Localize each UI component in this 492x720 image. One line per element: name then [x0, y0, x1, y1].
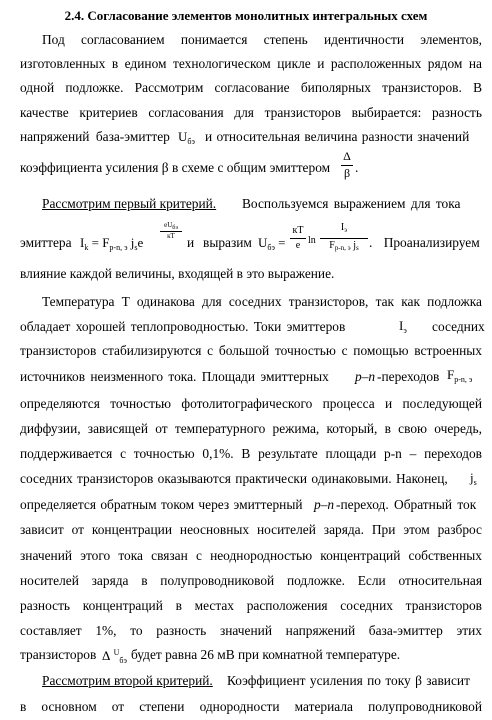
area-inline: [447, 368, 472, 384]
p3-line-6: диффузии, зависящей от температурного режима, который, в свою очередь,: [20, 421, 482, 436]
ube2-u: U: [258, 235, 268, 250]
area2-symbol: F: [329, 240, 335, 251]
p3-line-7: поддерживается с точностью 0,1%. В результате площади p-n – переходов: [20, 446, 482, 461]
p3-line-2-tail: соседних: [432, 319, 485, 334]
p2-line-2-tail: . Проанализируем: [369, 235, 480, 250]
p2-line-1-tail: Воспользуемся выражением для тока: [242, 196, 461, 211]
exp-num-sub: бэ: [172, 225, 178, 231]
p3-line-2-text: обладает хорошей теплопроводностью. Токи эмиттеров: [20, 319, 346, 334]
p1-line-3: одной подложке. Рассмотрим согласование биполярных транзисторов. В: [20, 80, 482, 95]
p3-line-3: транзисторов стабилизируются с большой точностью с помощью встроенных: [20, 343, 482, 358]
area-sub: p-n, э: [109, 243, 128, 252]
p3-line-5: определяются точностью фотолитографического процесса и последующей: [20, 396, 482, 411]
ie-symbol: I: [340, 222, 345, 233]
p3-line-15-text: транзисторов: [20, 647, 97, 662]
p3-line-1: Температура T одинакова для соседних транзисторов, так как подложка: [42, 294, 482, 309]
delta-ube-sub: бэ: [119, 656, 127, 665]
formula-emitter-current: [80, 236, 143, 252]
delta-ube-u: U: [113, 648, 120, 657]
p3-line-12: носителей заряда в полупроводниковой подложке. Если относительная: [20, 573, 482, 588]
second-criterion-underlined: Рассмотрим второй критерий.: [42, 673, 213, 688]
ln-numerator: [320, 222, 368, 234]
ie-inline-sub: э: [403, 326, 407, 335]
js-inline-symbol: j: [470, 470, 474, 485]
exponent-denominator: кТ: [167, 232, 175, 240]
p1-line-5-text: напряжений база-эмиттер: [20, 129, 170, 144]
js-symbol: j: [130, 235, 135, 250]
formula-ube: [258, 236, 286, 252]
area-inline-symbol: F: [447, 367, 455, 382]
ln-symbol: ln: [308, 235, 316, 246]
p1-line-2: изготовленных в едином технологическом цикле и расположенных рядом на: [20, 56, 482, 71]
p1-line-1: Под согласованием понимается степень идентичности элементов,: [42, 32, 482, 47]
ube-sub: бэ: [187, 137, 195, 146]
ube-symbol: [178, 130, 195, 146]
p3-line-9-text: определяется обратным током через эмиттерный: [20, 497, 303, 512]
p3-line-8-text: соседних транзисторов оказываются практически одинаковыми. Наконец,: [20, 471, 448, 486]
section-heading: 2.4. Согласование элементов монолитных интегральных схем: [64, 8, 428, 23]
js2-symbol: j: [353, 240, 356, 251]
js-sub: s: [134, 243, 138, 252]
ik-symbol: I: [80, 235, 85, 250]
p2-line-3: влияние каждой величины, входящей в это выражение.: [20, 266, 335, 281]
p1-line-6-text: коэффициента усиления β в схеме с общим эмиттером: [20, 160, 331, 175]
p4-line-2: в основном от степени однородности материала полупроводниковой: [20, 699, 482, 714]
ln-denominator: [320, 240, 368, 252]
exp-base: e: [137, 235, 144, 250]
kt-bar: [290, 238, 306, 239]
area-symbol: F: [102, 235, 110, 250]
ube2-sub: бэ: [267, 243, 275, 252]
ik-sub: k: [84, 243, 89, 252]
equals-sign: =: [91, 235, 99, 250]
js-inline: [470, 471, 477, 487]
p3-line-14: составляет 1%, то разность значений напряжений база-эмиттер этих: [20, 623, 482, 638]
equals-sign-2: =: [278, 235, 286, 250]
p3-line-4-text: источников неизменного тока. Площади эмиттерных: [20, 369, 329, 384]
word-emitter: эмиттера: [20, 235, 72, 250]
ube-u: U: [178, 129, 188, 144]
p4-line-1-tail: Коэффициент усиления по току β зависит: [227, 673, 470, 688]
beta-denominator: β: [343, 166, 351, 180]
p3-line-15-tail: будет равна 26 мВ при комнатной температуре.: [131, 647, 401, 662]
word-express: выразим: [203, 235, 252, 250]
p3-line-13: разность концентраций в местах расположения соседних транзисторов: [20, 598, 482, 613]
pn-italic-2: p–n: [314, 497, 335, 512]
p1-line-6-period: .: [355, 160, 359, 175]
p1-line-5-tail: и относительная величина разности значений: [205, 129, 470, 144]
exp-num: eU: [164, 221, 173, 229]
word-and: и: [187, 235, 195, 250]
p1-line-4: качестве критериев согласования для транзисторов выбирается: разность: [20, 105, 482, 120]
ln-bar: [320, 238, 368, 239]
kt-numerator: кТ: [292, 225, 304, 236]
first-criterion-underlined: Рассмотрим первый критерий.: [42, 196, 217, 211]
kt-denominator: e: [295, 240, 301, 251]
ie-inline: [399, 319, 407, 335]
js2-sub: s: [355, 244, 359, 252]
pn-italic: p–n: [355, 369, 376, 384]
area2-sub: p-n, э: [334, 244, 351, 252]
ie-sub: э: [344, 226, 348, 234]
p3-line-4-suffix: -переходов: [377, 369, 440, 384]
area-inline-sub: p-n, э: [454, 375, 473, 384]
delta-ube: [102, 648, 127, 665]
p3-line-9-tail: -переход. Обратный ток: [336, 497, 477, 512]
p3-line-11: значений этого тока связан с неоднородностью концентраций собственных: [20, 548, 482, 563]
delta-numerator: Δ: [343, 149, 351, 163]
ie-inline-symbol: I: [399, 318, 404, 333]
delta-symbol: Δ: [102, 648, 111, 663]
p3-line-10: зависит от концентрации неосновных носителей заряда. При этом разброс: [20, 522, 482, 537]
js-inline-sub: s: [473, 478, 477, 487]
